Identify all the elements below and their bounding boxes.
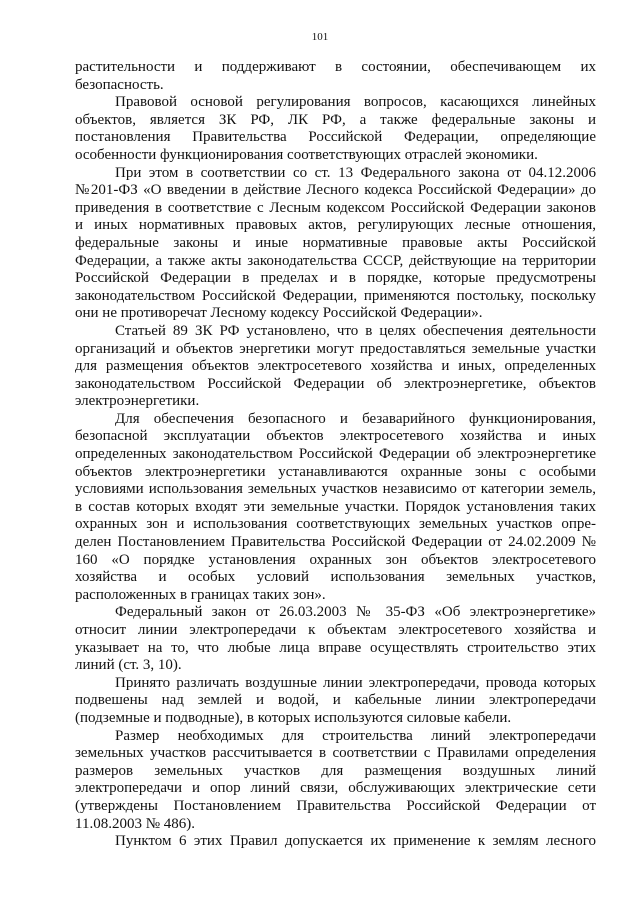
paragraph-line: относит линии электропередачи к объектам электросетевого хозяйства и: [75, 622, 596, 638]
paragraph-line: земельных участков рассчитывается в соответствии с Правилами определения: [75, 745, 596, 762]
paragraph-line: приведения в соответствие с Лесным кодексом Российской Федерации законов: [75, 199, 596, 216]
paragraph-line: постановления Правительства Российской Федерации, определяющие: [75, 129, 596, 146]
paragraph-line: Федеральный закон от 26.03.2003 № 35-ФЗ «Об электроэнергетике»: [115, 604, 596, 621]
paragraph-line: Принято различать воздушные линии электропередачи, провода которых: [115, 674, 596, 691]
paragraph-line: Для обеспечения безопасного и безаварийного функционирования,: [115, 410, 596, 427]
paragraph-line: законодательством Российской Федерации об электроэнергетике, объектов: [75, 375, 596, 392]
paragraph: [75, 833, 596, 851]
paragraph-line: охранных зон и использования соответствующих земельных участков опре-: [75, 516, 596, 533]
paragraph-line: делен Постановлением Правительства Российской Федерации от 24.02.2009 №: [75, 534, 596, 551]
paragraph-line: хозяйства и особых условий использования земельных участков,: [75, 569, 596, 586]
paragraph-line: безопасность.: [75, 76, 164, 93]
paragraph-line: для размещения объектов электросетевого хозяйства и иных, определенных: [75, 358, 596, 375]
paragraph-line: размеров земельных участков для размещения воздушных линий: [75, 762, 596, 779]
paragraph-line: условиями использования земельных участков независимо от категории земель,: [75, 481, 596, 498]
paragraph-line: расположенных в границах таких зон».: [75, 586, 326, 603]
paragraph-line: Размер необходимых для строительства линий электропередачи: [115, 727, 596, 744]
paragraph: [75, 323, 596, 411]
paragraph-line: электропередачи и опор линий связи, обслуживающих электрические сети: [75, 780, 596, 797]
paragraph-line: Пунктом 6 этих Правил допускается их применение к землям лесного: [115, 833, 596, 850]
paragraph-line: растительности и поддерживают в состоянии, обеспечивающем их: [75, 59, 596, 75]
paragraph-line: При этом в соответствии со ст. 13 Федерального закона от 04.12.2006: [115, 164, 596, 181]
paragraph: [75, 165, 596, 323]
paragraph-line: федеральные законы и иные нормативные правовые акты Российской: [75, 234, 596, 251]
paragraph-line: Правовой основой регулирования вопросов, касающихся линейных: [115, 94, 596, 111]
paragraph-line: они не противоречат Лесному кодексу Российской Федерации».: [75, 305, 483, 322]
paragraph-line: и иных нормативных правовых актов, регулирующих лесные отношения,: [75, 217, 596, 234]
paragraph-line: законодательством Российской Федерации, применяются постольку, поскольку: [75, 287, 596, 304]
paragraph-line: электроэнергетики.: [75, 393, 200, 410]
paragraph: [75, 728, 596, 834]
paragraph-line: безопасной эксплуатации объектов электросетевого хозяйства и иных: [75, 428, 596, 445]
paragraph-line: 160 «О порядке установления охранных зон объектов электросетевого: [75, 551, 596, 568]
paragraph-line: (подземные и подводные), в которых используются силовые кабели.: [75, 709, 512, 726]
paragraph-line: особенности функционирования соответствующих отраслей экономики.: [75, 146, 538, 163]
paragraph-line: Статьей 89 ЗК РФ установлено, что в целях обеспечения деятельности: [115, 322, 596, 339]
paragraph-line: №201-ФЗ «О введении в действие Лесного кодекса Российской Федерации» до: [75, 182, 596, 199]
paragraph-line: линий (ст. 3, 10).: [75, 657, 182, 674]
paragraph: [75, 94, 596, 164]
paragraph-line: 11.08.2003 № 486).: [75, 815, 195, 832]
paragraph: [75, 675, 596, 728]
page-number: 101: [311, 31, 329, 43]
paragraph-line: определенных законодательством Российской Федерации об электроэнергетике: [75, 446, 596, 463]
paragraph: [75, 604, 596, 674]
paragraph-line: объектов электроэнергетики устанавливаются охранные зоны с особыми: [75, 463, 596, 480]
paragraph-line: (утверждены Постановлением Правительства Российской Федерации от: [75, 797, 596, 814]
paragraph: [75, 59, 596, 94]
paragraph-line: подвешены над землей и водой, и кабельные линии электропередачи: [75, 692, 596, 709]
paragraph: [75, 411, 596, 605]
document-body: [75, 59, 596, 851]
paragraph-line: организаций и объектов энергетики могут предоставляться земельные участки: [75, 340, 596, 357]
paragraph-line: в состав которых входят эти земельные участки. Порядок установления таких: [75, 498, 596, 515]
paragraph-line: Федерации, а также акты законодательства СССР, действующие на территории: [75, 252, 596, 269]
paragraph-line: указывает на то, что любые лица вправе осуществлять строительство этих: [75, 639, 596, 656]
paragraph-line: объектов, является ЗК РФ, ЛК РФ, а также федеральные законы и: [75, 111, 596, 128]
paragraph-line: Российской Федерации в пределах и в порядке, которые предусмотрены: [75, 270, 596, 287]
